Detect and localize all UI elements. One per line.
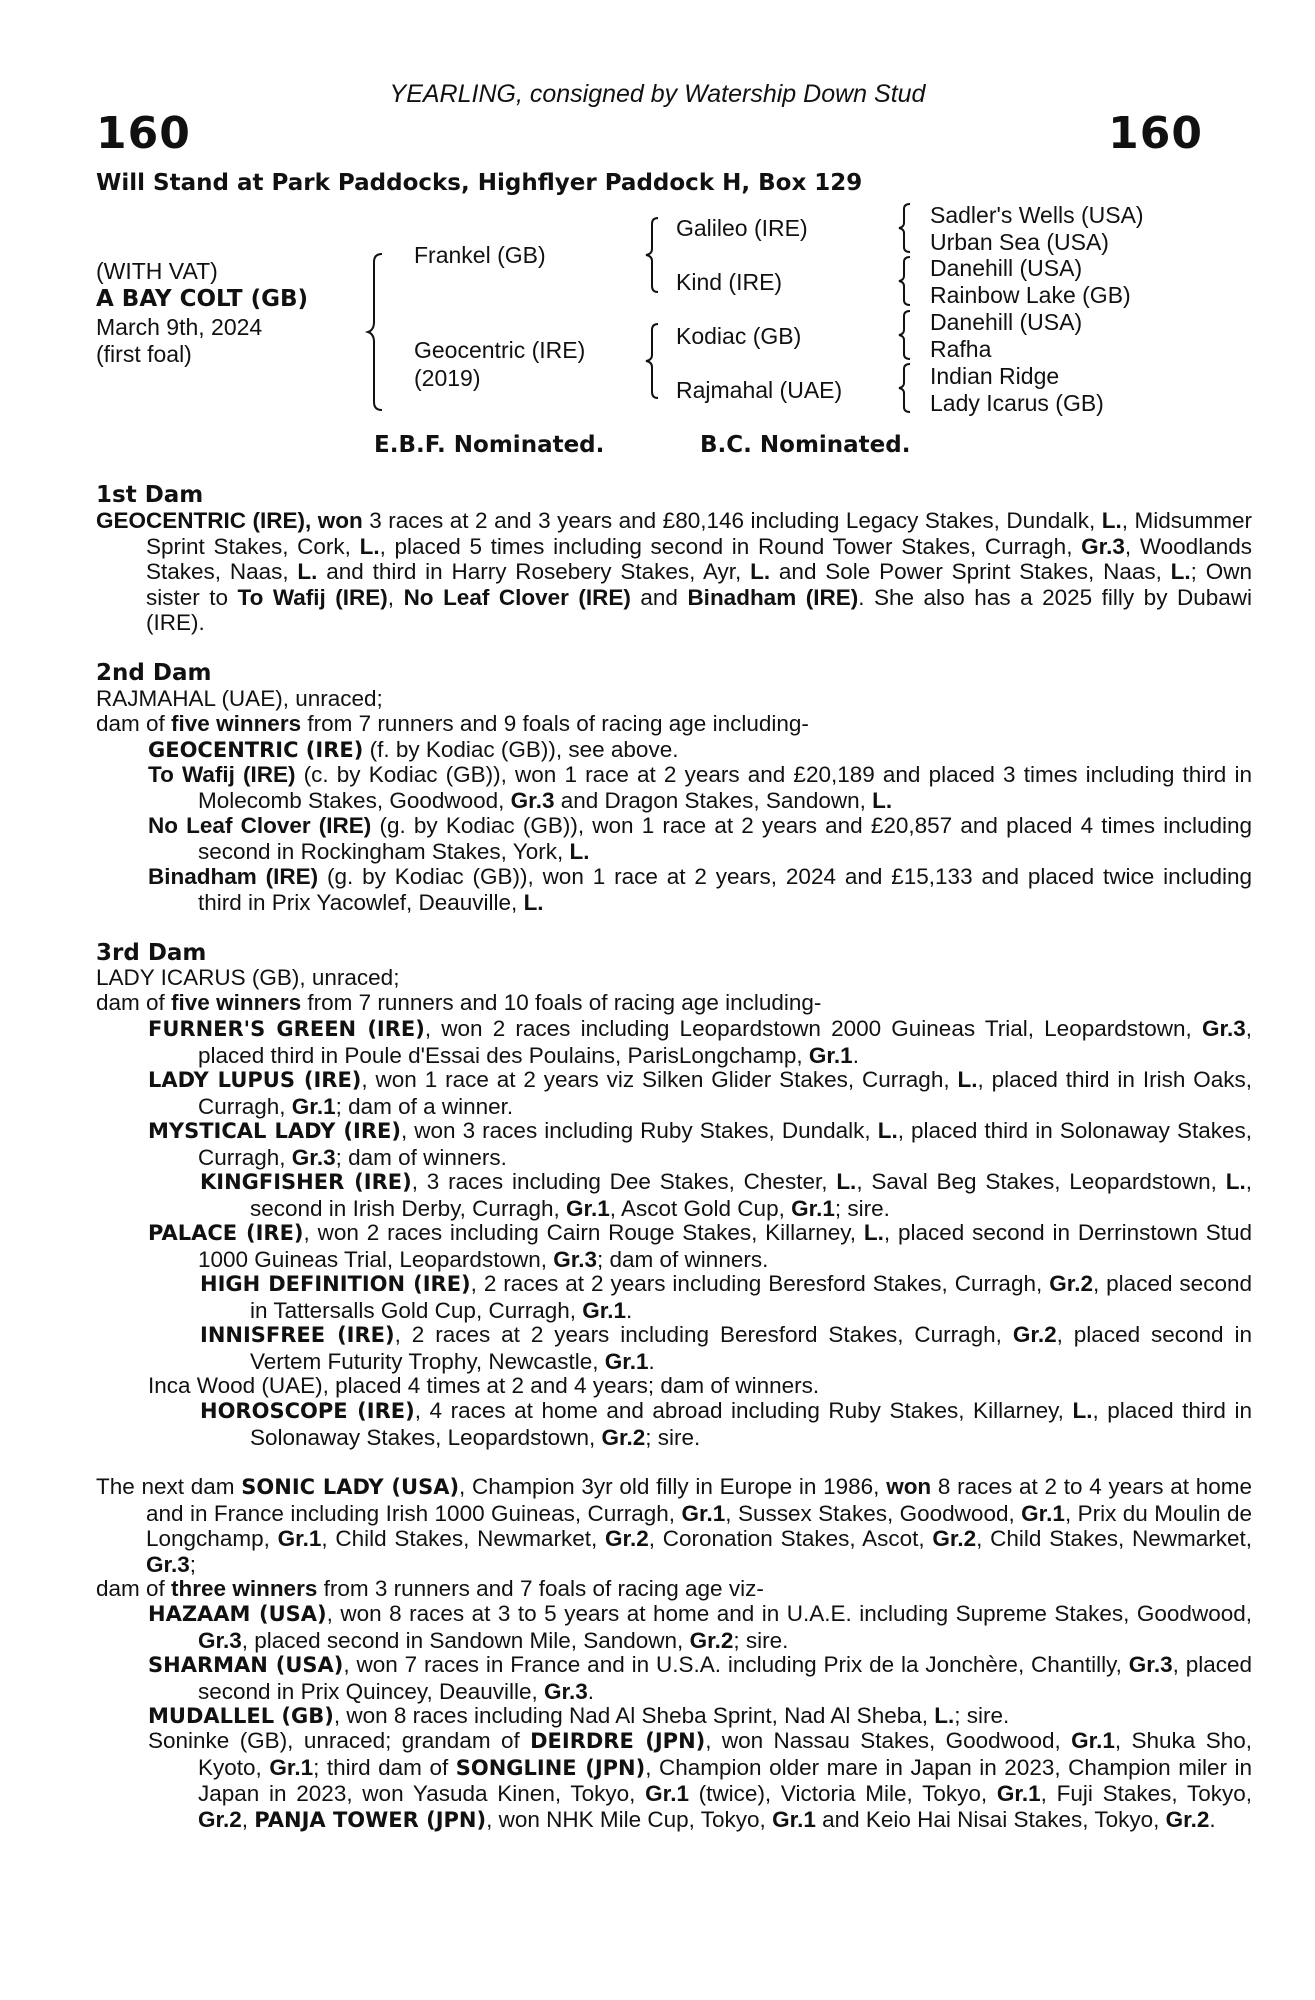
ped-ddd: Lady Icarus (GB) — [930, 390, 1104, 416]
third-dam-entry: KINGFISHER (IRE), 3 races including Dee Stakes, Chester, L., Saval Beg Stakes, Leopardstown, L., second in Irish Derby, Curragh, Gr.1, Ascot Gold Cup, Gr.1; sire. — [200, 1169, 1252, 1221]
third-dam-entry: LADY LUPUS (IRE), won 1 race at 2 years viz Silken Glider Stakes, Curragh, L., placed third in Irish Oaks, Curragh, Gr.1; dam of a winner. — [148, 1067, 1252, 1119]
second-dam-entry: No Leaf Clover (IRE) (g. by Kodiac (GB)), won 1 race at 2 years and £20,857 and placed 4 times including second in Rockingham Stakes, York, L. — [148, 813, 1253, 864]
ped-dds: Indian Ridge — [930, 363, 1060, 389]
ped-sds: Danehill (USA) — [930, 255, 1083, 281]
sire-dam: Kind (IRE) — [676, 269, 783, 295]
ebf-nomination: E.B.F. Nominated. — [374, 432, 605, 458]
second-dam-entry: To Wafij (IRE) (c. by Kodiac (GB)), won 1 race at 2 years and £20,189 and placed 3 times including third in Molecomb Stakes, Goodwood, Gr.3 and Dragon Stakes, Sandown, L. — [148, 762, 1252, 813]
third-dam-entry: HOROSCOPE (IRE), 4 races at home and abroad including Ruby Stakes, Killarney, L., placed third in Solonaway Stakes, Leopardstown, Gr.2; sire. — [200, 1398, 1252, 1450]
second-dam-name: RAJMAHAL (UAE), unraced; — [96, 686, 383, 711]
next-dam-entry: Soninke (GB), unraced; grandam of DEIRDRE (JPN), won Nassau Stakes, Goodwood, Gr.1, Shuka Sho, Kyoto, Gr.1; third dam of SONGLINE (JPN), Champion older mare in Japan in 2023, Champion miler in Japan in 2023, won Yasuda Kinen, Tokyo, Gr.1 (twice), Victoria Mile, Tokyo, Gr.1, Fuji Stakes, Tokyo, Gr.2, PANJA TOWER (JPN), won NHK Mile Cup, Tokyo, Gr.1 and Keio Hai Nisai Stakes, Tokyo, Gr.2. — [148, 1728, 1252, 1832]
pedigree-bracket-ds — [898, 310, 914, 360]
second-dam-entry: Binadham (IRE) (g. by Kodiac (GB)), won 1 race at 2 years, 2024 and £15,133 and placed twice including third in Prix Yacowlef, Deauville, L. — [148, 864, 1252, 915]
third-dam-entry: FURNER'S GREEN (IRE), won 2 races including Leopardstown 2000 Guineas Trial, Leopardstown, Gr.3, placed third in Poule d'Essai des Poulains, ParisLongchamp, Gr.1. — [148, 1016, 1252, 1068]
consignor-line: YEARLING, consigned by Watership Down Stud — [389, 80, 926, 108]
dam-name: Geocentric (IRE) — [414, 337, 586, 363]
next-dam-entry: SHARMAN (USA), won 7 races in France and in U.S.A. including Prix de la Jonchère, Chantilly, Gr.3, placed second in Prix Quincey, Deauville, Gr.3. — [148, 1652, 1252, 1704]
ped-sss: Sadler's Wells (USA) — [930, 202, 1144, 228]
third-dam-summary: dam of five winners from 7 runners and 10 foals of racing age including- — [96, 990, 822, 1015]
second-dam-entry: GEOCENTRIC (IRE) (f. by Kodiac (GB)), see above. — [148, 737, 679, 762]
pedigree-bracket-ss — [898, 203, 914, 253]
horse-name: A BAY COLT (GB) — [96, 286, 309, 312]
pedigree-bracket-sd — [898, 256, 914, 306]
sire-sire: Galileo (IRE) — [676, 215, 808, 241]
third-dam-heading: 3rd Dam — [96, 940, 207, 966]
lot-number-left: 160 — [96, 108, 191, 159]
dam-sire: Kodiac (GB) — [676, 323, 802, 349]
next-dam-entry: MUDALLEL (GB), won 8 races including Nad Al Sheba Sprint, Nad Al Sheba, L.; sire. — [148, 1703, 1010, 1728]
lot-number-right: 160 — [1108, 108, 1203, 159]
first-dam-heading: 1st Dam — [96, 482, 204, 508]
second-dam-summary: dam of five winners from 7 runners and 9 foals of racing age including- — [96, 711, 809, 736]
pedigree-bracket-dam — [646, 322, 664, 400]
ped-ssd: Urban Sea (USA) — [930, 229, 1109, 255]
third-dam-entry: MYSTICAL LADY (IRE), won 3 races including Ruby Stakes, Dundalk, L., placed third in Solonaway Stakes, Curragh, Gr.3; dam of winners. — [148, 1118, 1252, 1170]
next-dam-summary: dam of three winners from 3 runners and 7 foals of racing age viz- — [96, 1576, 764, 1601]
sire-name: Frankel (GB) — [414, 242, 546, 268]
dam-dam: Rajmahal (UAE) — [676, 377, 843, 403]
vat-note: (WITH VAT) — [96, 258, 218, 284]
pedigree-bracket-main — [368, 252, 388, 412]
pedigree-bracket-sire — [646, 216, 664, 294]
third-dam-entry: HIGH DEFINITION (IRE), 2 races at 2 years including Beresford Stakes, Curragh, Gr.2, placed second in Tattersalls Gold Cup, Curragh, Gr.1. — [200, 1271, 1252, 1323]
third-dam-name: LADY ICARUS (GB), unraced; — [96, 965, 400, 990]
third-dam-entry: INNISFREE (IRE), 2 races at 2 years including Beresford Stakes, Curragh, Gr.2, placed second in Vertem Futurity Trophy, Newcastle, Gr.1. — [200, 1322, 1253, 1374]
third-dam-entry: PALACE (IRE), won 2 races including Cairn Rouge Stakes, Killarney, L., placed second in Derrinstown Stud 1000 Guineas Trial, Leopardstown, Gr.3; dam of winners. — [148, 1220, 1252, 1272]
pedigree-bracket-dd — [898, 363, 914, 413]
second-dam-heading: 2nd Dam — [96, 660, 212, 686]
stabling-location: Will Stand at Park Paddocks, Highflyer Paddock H, Box 129 — [96, 170, 863, 196]
ped-dsd: Rafha — [930, 336, 992, 362]
next-dam-paragraph: The next dam SONIC LADY (USA), Champion 3yr old filly in Europe in 1986, won 8 races at 2 to 4 years at home and in France including Irish 1000 Guineas, Curragh, Gr.1, Sussex Stakes, Goodwood, Gr.1, Prix du Moulin de Longchamp, Gr.1, Child Stakes, Newmarket, Gr.2, Coronation Stakes, Ascot, Gr.2, Child Stakes, Newmarket, Gr.3; — [96, 1474, 1253, 1577]
third-dam-entry: Inca Wood (UAE), placed 4 times at 2 and 4 years; dam of winners. — [148, 1373, 820, 1398]
ped-dss: Danehill (USA) — [930, 309, 1083, 335]
foal-note: (first foal) — [96, 341, 192, 367]
ped-sdd: Rainbow Lake (GB) — [930, 282, 1131, 308]
first-dam-paragraph: GEOCENTRIC (IRE), won 3 races at 2 and 3 years and £80,146 including Legacy Stakes, Dundalk, L., Midsummer Sprint Stakes, Cork, L., placed 5 times including second in Round Tower Stakes, Curragh, Gr.3, Woodlands Stakes, Naas, L. and third in Harry Rosebery Stakes, Ayr, L. and Sole Power Sprint Stakes, Naas, L.; Own sister to To Wafij (IRE), No Leaf Clover (IRE) and Binadham (IRE). She also has a 2025 filly by Dubawi (IRE). — [96, 508, 1252, 635]
dam-year: (2019) — [414, 365, 481, 391]
next-dam-entry: HAZAAM (USA), won 8 races at 3 to 5 years at home and in U.A.E. including Supreme Stakes, Goodwood, Gr.3, placed second in Sandown Mile, Sandown, Gr.2; sire. — [148, 1601, 1252, 1653]
bc-nomination: B.C. Nominated. — [700, 432, 911, 458]
foaling-date: March 9th, 2024 — [96, 314, 263, 340]
